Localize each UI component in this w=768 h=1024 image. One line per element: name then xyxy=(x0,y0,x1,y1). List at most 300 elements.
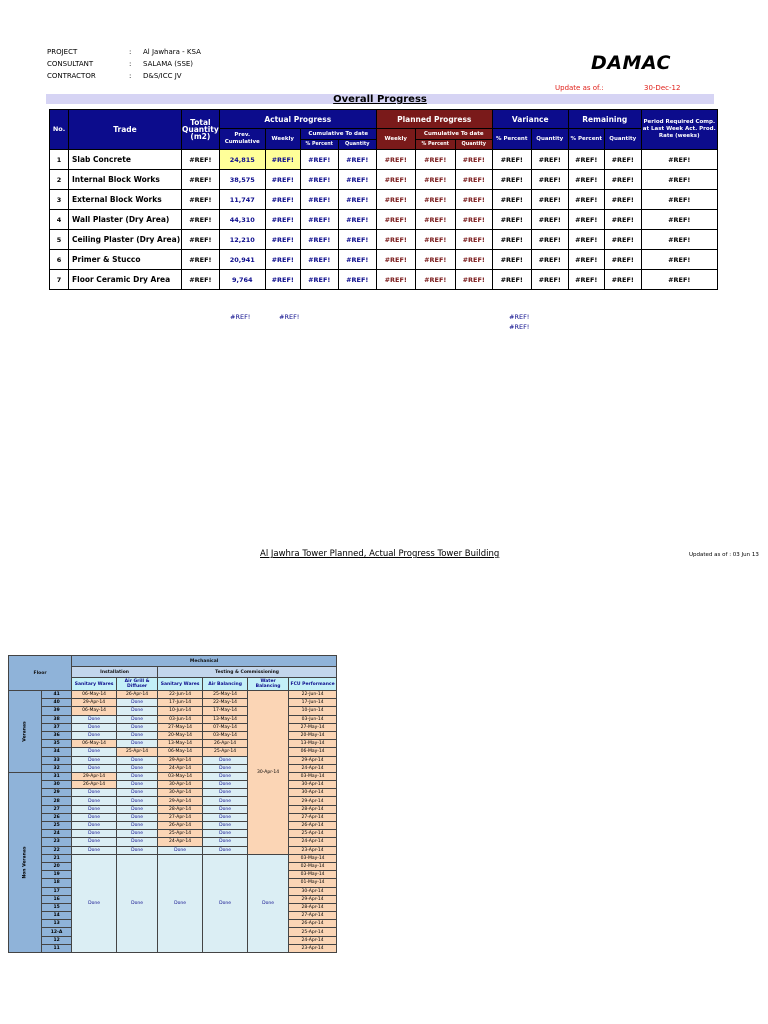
row-period: #REF! xyxy=(641,270,717,290)
row-prev-cumulative: 11,747 xyxy=(219,190,265,210)
done-merged-cell: Done xyxy=(203,854,248,952)
row-planned-weekly: #REF! xyxy=(376,170,415,190)
row-trade: Floor Ceramic Dry Area xyxy=(69,270,182,290)
row-no: 7 xyxy=(50,270,69,290)
status-cell: Done xyxy=(72,764,117,772)
status-cell: Done xyxy=(203,797,248,805)
status-cell: Done xyxy=(117,699,158,707)
status-cell: Done xyxy=(117,846,158,854)
row-total-qty: #REF! xyxy=(182,170,220,190)
floor-number: 24 xyxy=(42,830,72,838)
row-trade: Slab Concrete xyxy=(69,150,182,170)
fcu-cell: 03-May-14 xyxy=(289,772,337,780)
fcu-cell: 26-Apr-14 xyxy=(289,920,337,928)
fcu-cell: 30-Apr-14 xyxy=(289,781,337,789)
row-planned-pct: #REF! xyxy=(415,190,455,210)
footer-ref: #REF! xyxy=(509,313,530,321)
status-cell: Done xyxy=(203,838,248,846)
col-planned-qty: Quantity xyxy=(455,140,492,150)
status-cell: Done xyxy=(203,822,248,830)
fcu-cell: 20-May-14 xyxy=(289,731,337,739)
fcu-cell: 06-May-14 xyxy=(289,748,337,756)
table-row xyxy=(9,854,337,862)
row-weekly: #REF! xyxy=(265,250,300,270)
footer-ref: #REF! xyxy=(230,313,251,321)
floor-number: 30 xyxy=(42,781,72,789)
row-weekly: #REF! xyxy=(265,230,300,250)
status-cell: Done xyxy=(158,846,203,854)
row-variance-qty: #REF! xyxy=(531,250,568,270)
col-remaining-qty: Quantity xyxy=(604,129,641,150)
row-remaining-qty: #REF! xyxy=(604,150,641,170)
floor-number: 16 xyxy=(42,895,72,903)
status-cell: Done xyxy=(72,830,117,838)
col-air-balancing: Air Balancing xyxy=(203,678,248,691)
row-planned-pct: #REF! xyxy=(415,170,455,190)
col-trade: Trade xyxy=(69,110,182,150)
status-cell: Done xyxy=(72,805,117,813)
side-label-text: Veranas xyxy=(22,721,28,742)
col-weekly: Weekly xyxy=(265,129,300,150)
status-cell: Done xyxy=(117,830,158,838)
status-cell: Done xyxy=(203,764,248,772)
row-planned-weekly: #REF! xyxy=(376,250,415,270)
floor-number: 40 xyxy=(42,699,72,707)
fcu-cell: 25-Apr-14 xyxy=(289,830,337,838)
fcu-cell: 01-May-14 xyxy=(289,879,337,887)
water-balancing-merged: 30-Apr-14 xyxy=(248,691,289,855)
fcu-cell: 23-Apr-14 xyxy=(289,944,337,952)
fcu-cell: 13-May-14 xyxy=(289,740,337,748)
row-remaining-pct: #REF! xyxy=(568,190,604,210)
row-period: #REF! xyxy=(641,170,717,190)
tower-title: Al Jawhra Tower Planned, Actual Progress Tower Building xyxy=(260,549,500,559)
floor-number: 12 xyxy=(42,936,72,944)
row-remaining-pct: #REF! xyxy=(568,170,604,190)
status-cell: Done xyxy=(117,772,158,780)
row-weekly: #REF! xyxy=(265,210,300,230)
fcu-cell: 29-Apr-14 xyxy=(289,756,337,764)
status-cell: Done xyxy=(72,756,117,764)
status-cell: Done xyxy=(117,797,158,805)
col-sanitary-wares: Sanitary Wares xyxy=(72,678,117,691)
status-cell: Done xyxy=(72,822,117,830)
col-period-required: Period Required Comp. at Last Week Act. Prod. Rate (weeks) xyxy=(641,110,717,150)
done-merged-cell: Done xyxy=(248,854,289,952)
damac-logo: DAMAC xyxy=(591,52,671,74)
col-cum-pct: % Percent xyxy=(300,140,338,150)
col-planned-cum-to-date: Cumulative To date xyxy=(415,129,492,140)
status-cell: Done xyxy=(117,813,158,821)
status-cell: Done xyxy=(72,731,117,739)
col-sanitary-wares-tc: Sanitary Wares xyxy=(158,678,203,691)
side-label-text: Non Veranas xyxy=(22,846,28,879)
row-planned-pct: #REF! xyxy=(415,210,455,230)
col-actual-progress: Actual Progress xyxy=(219,110,376,129)
status-cell: Done xyxy=(203,756,248,764)
table-row xyxy=(50,150,718,170)
floor-header: Floor xyxy=(9,656,72,691)
col-variance-pct: % Percent xyxy=(492,129,531,150)
row-planned-qty: #REF! xyxy=(455,190,492,210)
row-period: #REF! xyxy=(641,190,717,210)
status-cell: 28-Apr-14 xyxy=(158,805,203,813)
footer-ref: #REF! xyxy=(509,323,530,331)
status-cell: Done xyxy=(117,715,158,723)
row-total-qty: #REF! xyxy=(182,190,220,210)
row-cum-qty: #REF! xyxy=(338,270,376,290)
floor-number: 21 xyxy=(42,854,72,862)
col-air-grill: Air Grill & Diffuser xyxy=(117,678,158,691)
status-cell: 25-May-14 xyxy=(203,691,248,699)
fcu-cell: 28-Apr-14 xyxy=(289,805,337,813)
update-label: Update as of.: xyxy=(555,84,604,92)
floor-number: 26 xyxy=(42,813,72,821)
status-cell: 07-May-14 xyxy=(203,723,248,731)
status-cell: Done xyxy=(117,740,158,748)
fcu-cell: 23-Apr-14 xyxy=(289,846,337,854)
status-cell: 25-Apr-14 xyxy=(203,748,248,756)
row-cum-qty: #REF! xyxy=(338,170,376,190)
fcu-cell: 03-May-14 xyxy=(289,854,337,862)
row-planned-qty: #REF! xyxy=(455,210,492,230)
status-cell: 06-May-14 xyxy=(72,740,117,748)
status-cell: 29-Apr-14 xyxy=(158,797,203,805)
contractor-value: D&S/ICC JV xyxy=(143,72,182,80)
row-cum-pct: #REF! xyxy=(300,250,338,270)
row-planned-weekly: #REF! xyxy=(376,150,415,170)
col-remaining-pct: % Percent xyxy=(568,129,604,150)
col-variance: Variance xyxy=(492,110,568,129)
fcu-cell: 26-Apr-14 xyxy=(289,822,337,830)
row-variance-pct: #REF! xyxy=(492,170,531,190)
row-prev-cumulative: 38,575 xyxy=(219,170,265,190)
colon: : xyxy=(129,60,132,68)
status-cell: 22-May-14 xyxy=(203,699,248,707)
row-no: 1 xyxy=(50,150,69,170)
row-period: #REF! xyxy=(641,210,717,230)
table-row xyxy=(50,270,718,290)
floor-number: 31 xyxy=(42,772,72,780)
status-cell: 29-Apr-14 xyxy=(72,699,117,707)
fcu-cell: 24-Apr-14 xyxy=(289,764,337,772)
fcu-cell: 27-May-14 xyxy=(289,723,337,731)
status-cell: 03-May-14 xyxy=(203,731,248,739)
row-trade: Wall Plaster (Dry Area) xyxy=(69,210,182,230)
col-fcu-performance: FCU Performance xyxy=(289,678,337,691)
status-cell: 17-May-14 xyxy=(203,707,248,715)
status-cell: 17-Jun-14 xyxy=(158,699,203,707)
side-label-non-veranas xyxy=(9,772,42,952)
row-variance-qty: #REF! xyxy=(531,190,568,210)
status-cell: 26-Apr-14 xyxy=(158,822,203,830)
table-row xyxy=(50,250,718,270)
row-cum-qty: #REF! xyxy=(338,150,376,170)
row-period: #REF! xyxy=(641,230,717,250)
status-cell: 25-Apr-14 xyxy=(158,830,203,838)
row-planned-qty: #REF! xyxy=(455,270,492,290)
status-cell: Done xyxy=(72,813,117,821)
status-cell: Done xyxy=(72,797,117,805)
floor-number: 23 xyxy=(42,838,72,846)
update-date: 30-Dec-12 xyxy=(644,84,681,92)
row-total-qty: #REF! xyxy=(182,210,220,230)
row-weekly: #REF! xyxy=(265,190,300,210)
status-cell: 06-May-14 xyxy=(72,707,117,715)
status-cell: 30-Apr-14 xyxy=(158,789,203,797)
floor-number: 19 xyxy=(42,871,72,879)
colon: : xyxy=(129,48,132,56)
status-cell: Done xyxy=(203,772,248,780)
row-remaining-qty: #REF! xyxy=(604,230,641,250)
fcu-cell: 22-Jun-14 xyxy=(289,691,337,699)
status-cell: Done xyxy=(203,805,248,813)
col-planned-pct: % Percent xyxy=(415,140,455,150)
status-cell: Done xyxy=(203,789,248,797)
consultant-label: CONSULTANT xyxy=(47,60,94,68)
row-remaining-qty: #REF! xyxy=(604,270,641,290)
row-cum-pct: #REF! xyxy=(300,190,338,210)
status-cell: Done xyxy=(203,781,248,789)
row-no: 6 xyxy=(50,250,69,270)
col-cum-qty: Quantity xyxy=(338,140,376,150)
status-cell: Done xyxy=(117,707,158,715)
row-no: 4 xyxy=(50,210,69,230)
status-cell: Done xyxy=(72,715,117,723)
col-cum-to-date: Cumulative To date xyxy=(300,129,376,140)
row-period: #REF! xyxy=(641,250,717,270)
status-cell: 26-Apr-14 xyxy=(117,691,158,699)
status-cell: Done xyxy=(117,781,158,789)
status-cell: Done xyxy=(72,789,117,797)
table-row xyxy=(50,210,718,230)
floor-number: 29 xyxy=(42,789,72,797)
mechanical-table xyxy=(8,655,337,953)
status-cell: Done xyxy=(72,846,117,854)
status-cell: Done xyxy=(117,723,158,731)
row-weekly: #REF! xyxy=(265,150,300,170)
floor-number: 33 xyxy=(42,756,72,764)
col-remaining: Remaining xyxy=(568,110,641,129)
status-cell: Done xyxy=(72,723,117,731)
status-cell: Done xyxy=(203,813,248,821)
fcu-cell: 03-May-14 xyxy=(289,871,337,879)
floor-number: 35 xyxy=(42,740,72,748)
floor-number: 11 xyxy=(42,944,72,952)
row-variance-qty: #REF! xyxy=(531,230,568,250)
consultant-value: SALAMA (SSE) xyxy=(143,60,194,68)
floor-number: 36 xyxy=(42,731,72,739)
overall-progress-title: Overall Progress xyxy=(333,94,427,105)
status-cell: Done xyxy=(72,748,117,756)
row-variance-qty: #REF! xyxy=(531,210,568,230)
status-cell: 06-May-14 xyxy=(158,748,203,756)
row-prev-cumulative: 9,764 xyxy=(219,270,265,290)
status-cell: 29-Apr-14 xyxy=(158,756,203,764)
row-planned-weekly: #REF! xyxy=(376,210,415,230)
row-variance-pct: #REF! xyxy=(492,210,531,230)
fcu-cell: 10-Jun-14 xyxy=(289,707,337,715)
table-row xyxy=(9,691,337,699)
fcu-cell: 30-Apr-14 xyxy=(289,789,337,797)
row-cum-qty: #REF! xyxy=(338,250,376,270)
status-cell: 26-Apr-14 xyxy=(203,740,248,748)
floor-number: 13 xyxy=(42,920,72,928)
row-period: #REF! xyxy=(641,150,717,170)
col-prev-cumulative: Prev. Cumulative xyxy=(219,129,265,150)
side-label-veranas xyxy=(9,691,42,773)
colon: : xyxy=(129,72,132,80)
row-no: 2 xyxy=(50,170,69,190)
status-cell: Done xyxy=(117,789,158,797)
row-trade: External Block Works xyxy=(69,190,182,210)
floor-number: 41 xyxy=(42,691,72,699)
status-cell: Done xyxy=(117,805,158,813)
floor-number: 12-A xyxy=(42,928,72,936)
row-prev-cumulative: 44,310 xyxy=(219,210,265,230)
status-cell: 26-Apr-14 xyxy=(72,781,117,789)
status-cell: 13-May-14 xyxy=(158,740,203,748)
row-planned-pct: #REF! xyxy=(415,230,455,250)
floor-number: 38 xyxy=(42,715,72,723)
floor-number: 27 xyxy=(42,805,72,813)
col-total-qty: Total Quantity (m2) xyxy=(182,110,220,150)
row-trade: Primer & Stucco xyxy=(69,250,182,270)
row-remaining-qty: #REF! xyxy=(604,190,641,210)
floor-number: 32 xyxy=(42,764,72,772)
row-remaining-qty: #REF! xyxy=(604,250,641,270)
status-cell: 22-Jun-14 xyxy=(158,691,203,699)
row-planned-weekly: #REF! xyxy=(376,230,415,250)
fcu-cell: 27-Apr-14 xyxy=(289,912,337,920)
footer-ref: #REF! xyxy=(279,313,300,321)
row-trade: Internal Block Works xyxy=(69,170,182,190)
floor-number: 17 xyxy=(42,887,72,895)
status-cell: 30-Apr-14 xyxy=(158,781,203,789)
status-cell: 25-Apr-14 xyxy=(117,748,158,756)
row-cum-pct: #REF! xyxy=(300,150,338,170)
row-total-qty: #REF! xyxy=(182,270,220,290)
fcu-cell: 30-Apr-14 xyxy=(289,887,337,895)
floor-number: 37 xyxy=(42,723,72,731)
status-cell: 13-May-14 xyxy=(203,715,248,723)
row-cum-pct: #REF! xyxy=(300,210,338,230)
row-planned-qty: #REF! xyxy=(455,150,492,170)
installation-header: Installation xyxy=(72,667,158,678)
status-cell: 06-May-14 xyxy=(72,691,117,699)
row-no: 3 xyxy=(50,190,69,210)
floor-number: 20 xyxy=(42,862,72,870)
floor-number: 34 xyxy=(42,748,72,756)
row-planned-qty: #REF! xyxy=(455,230,492,250)
row-cum-qty: #REF! xyxy=(338,230,376,250)
status-cell: Done xyxy=(117,731,158,739)
row-variance-pct: #REF! xyxy=(492,250,531,270)
col-variance-qty: Quantity xyxy=(531,129,568,150)
status-cell: 10-Jun-14 xyxy=(158,707,203,715)
fcu-cell: 29-Apr-14 xyxy=(289,797,337,805)
fcu-cell: 27-Apr-14 xyxy=(289,813,337,821)
row-cum-qty: #REF! xyxy=(338,210,376,230)
row-remaining-qty: #REF! xyxy=(604,170,641,190)
row-planned-pct: #REF! xyxy=(415,270,455,290)
status-cell: Done xyxy=(117,756,158,764)
row-variance-qty: #REF! xyxy=(531,270,568,290)
status-cell: 03-May-14 xyxy=(158,772,203,780)
row-planned-weekly: #REF! xyxy=(376,270,415,290)
row-planned-qty: #REF! xyxy=(455,170,492,190)
row-variance-pct: #REF! xyxy=(492,230,531,250)
col-no: No. xyxy=(50,110,69,150)
status-cell: Done xyxy=(72,838,117,846)
row-planned-qty: #REF! xyxy=(455,250,492,270)
status-cell: Done xyxy=(117,764,158,772)
fcu-cell: 02-May-14 xyxy=(289,862,337,870)
status-cell: 29-Apr-14 xyxy=(72,772,117,780)
floor-number: 14 xyxy=(42,912,72,920)
project-label: PROJECT xyxy=(47,48,78,56)
done-merged-cell: Done xyxy=(117,854,158,952)
fcu-cell: 29-Apr-14 xyxy=(289,895,337,903)
fcu-cell: 24-Apr-14 xyxy=(289,838,337,846)
floor-number: 22 xyxy=(42,846,72,854)
floor-number: 25 xyxy=(42,822,72,830)
row-cum-pct: #REF! xyxy=(300,170,338,190)
row-variance-pct: #REF! xyxy=(492,270,531,290)
row-planned-pct: #REF! xyxy=(415,250,455,270)
col-planned-weekly: Weekly xyxy=(376,129,415,150)
row-planned-pct: #REF! xyxy=(415,150,455,170)
row-remaining-pct: #REF! xyxy=(568,150,604,170)
testing-header: Testing & Commissioning xyxy=(158,667,337,678)
row-variance-pct: #REF! xyxy=(492,190,531,210)
overall-progress-banner xyxy=(46,94,714,104)
row-remaining-pct: #REF! xyxy=(568,250,604,270)
row-total-qty: #REF! xyxy=(182,250,220,270)
row-prev-cumulative: 24,815 xyxy=(219,150,265,170)
status-cell: 24-Apr-14 xyxy=(158,838,203,846)
floor-number: 15 xyxy=(42,903,72,911)
status-cell: 20-May-14 xyxy=(158,731,203,739)
status-cell: 24-Apr-14 xyxy=(158,764,203,772)
row-cum-qty: #REF! xyxy=(338,190,376,210)
floor-number: 28 xyxy=(42,797,72,805)
row-total-qty: #REF! xyxy=(182,150,220,170)
status-cell: Done xyxy=(117,838,158,846)
done-merged-cell: Done xyxy=(72,854,117,952)
col-water-balancing: Water Balancing xyxy=(248,678,289,691)
row-planned-weekly: #REF! xyxy=(376,190,415,210)
row-trade: Ceiling Plaster (Dry Area) xyxy=(69,230,182,250)
project-value: Al Jawhara - KSA xyxy=(143,48,201,56)
status-cell: Done xyxy=(117,822,158,830)
tower-updated: Updated as of : 03 Jun 13 xyxy=(689,552,759,558)
row-variance-qty: #REF! xyxy=(531,150,568,170)
row-variance-pct: #REF! xyxy=(492,150,531,170)
status-cell: 27-Apr-14 xyxy=(158,813,203,821)
row-remaining-qty: #REF! xyxy=(604,210,641,230)
fcu-cell: 24-Apr-14 xyxy=(289,936,337,944)
row-weekly: #REF! xyxy=(265,270,300,290)
row-prev-cumulative: 12,210 xyxy=(219,230,265,250)
fcu-cell: 28-Apr-14 xyxy=(289,903,337,911)
row-remaining-pct: #REF! xyxy=(568,210,604,230)
row-no: 5 xyxy=(50,230,69,250)
overall-progress-table xyxy=(49,109,718,290)
table-row xyxy=(50,230,718,250)
row-cum-pct: #REF! xyxy=(300,230,338,250)
contractor-label: CONTRACTOR xyxy=(47,72,96,80)
